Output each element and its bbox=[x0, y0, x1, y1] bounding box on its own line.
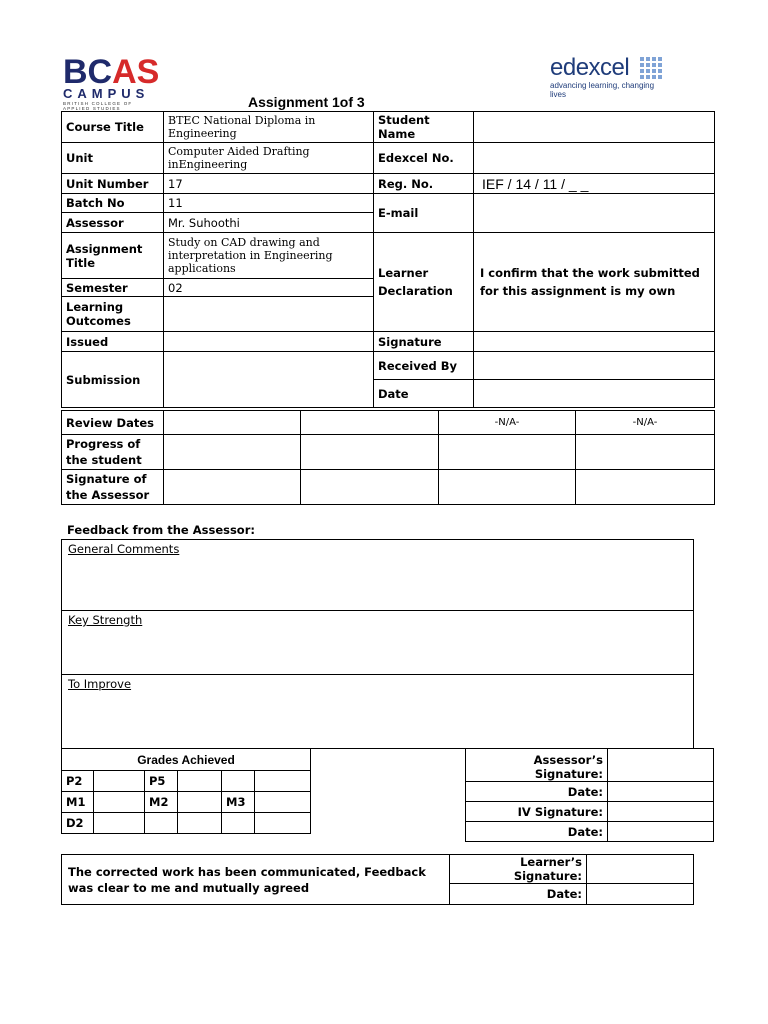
learning-outcomes-field[interactable] bbox=[164, 297, 374, 332]
edexcel-dots-icon bbox=[640, 57, 662, 79]
grade-cell[interactable] bbox=[255, 792, 311, 813]
grade-cell[interactable] bbox=[94, 771, 145, 792]
assignment-title-label: Assignment Title bbox=[62, 233, 164, 279]
edexcel-logo-tagline: advancing learning, changing lives bbox=[550, 81, 655, 99]
semester-label: Semester bbox=[62, 279, 164, 297]
unit-number-value: 17 bbox=[164, 174, 374, 194]
iv-signature-field[interactable] bbox=[608, 802, 714, 822]
date-label: Date bbox=[374, 380, 474, 408]
grade-cell[interactable] bbox=[178, 813, 222, 834]
grade-d2-label: D2 bbox=[62, 813, 94, 834]
confirmation-statement: The corrected work has been communicated, Feedback was clear to me and mutually agreed bbox=[62, 855, 450, 905]
grade-cell[interactable] bbox=[255, 813, 311, 834]
assessor-signatures-table bbox=[465, 748, 714, 842]
bcas-logo-bc: BC bbox=[63, 53, 113, 91]
review-date-na: -N/A- bbox=[576, 411, 715, 435]
reg-no-value[interactable]: IEF / 14 / 11 / _ _ bbox=[474, 174, 715, 194]
progress-cell[interactable] bbox=[301, 435, 439, 470]
learner-signature-label: Learner’s Signature: bbox=[450, 855, 587, 884]
assessor-signature-cell[interactable] bbox=[576, 470, 715, 505]
student-name-label: Student Name bbox=[374, 112, 474, 143]
assessor-signature-cell[interactable] bbox=[164, 470, 301, 505]
assessor-date-label: Date: bbox=[466, 782, 608, 802]
iv-signature-label: IV Signature: bbox=[466, 802, 608, 822]
unit-number-label: Unit Number bbox=[62, 174, 164, 194]
issued-field[interactable] bbox=[164, 332, 374, 352]
edexcel-logo bbox=[550, 55, 670, 99]
edexcel-logo-word: edexcel bbox=[550, 54, 630, 81]
progress-cell[interactable] bbox=[576, 435, 715, 470]
review-date-cell[interactable] bbox=[164, 411, 301, 435]
received-by-field[interactable] bbox=[474, 352, 715, 380]
grade-cell[interactable] bbox=[178, 771, 222, 792]
signature-label: Signature bbox=[374, 332, 474, 352]
assessor-signature-label: Assessor’s Signature: bbox=[466, 749, 608, 782]
general-comments-section[interactable] bbox=[62, 540, 693, 611]
edexcel-no-field[interactable] bbox=[474, 143, 715, 174]
page-title: Assignment 1of 3 bbox=[248, 94, 365, 110]
student-name-field[interactable] bbox=[474, 112, 715, 143]
to-improve-label: To Improve bbox=[68, 677, 132, 691]
learner-date-field[interactable] bbox=[587, 884, 694, 905]
grade-cell[interactable] bbox=[94, 792, 145, 813]
course-title-label: Course Title bbox=[62, 112, 164, 143]
review-date-cell[interactable] bbox=[301, 411, 439, 435]
assignment-info-table bbox=[61, 111, 715, 408]
assessor-label: Assessor bbox=[62, 213, 164, 233]
review-dates-label: Review Dates bbox=[62, 411, 164, 435]
grade-cell[interactable] bbox=[94, 813, 145, 834]
grade-m1-label: M1 bbox=[62, 792, 94, 813]
grade-cell[interactable] bbox=[255, 771, 311, 792]
assessor-signature-cell[interactable] bbox=[439, 470, 576, 505]
learner-declaration-label: Learner Declaration bbox=[374, 233, 474, 332]
progress-label: Progress of the student bbox=[62, 435, 164, 470]
key-strength-section[interactable] bbox=[62, 611, 693, 675]
assignment-title-value: Study on CAD drawing and interpretation in Engineering applications bbox=[164, 233, 374, 279]
bcas-logo-campus: CAMPUS bbox=[63, 86, 150, 101]
issued-label: Issued bbox=[62, 332, 164, 352]
feedback-heading: Feedback from the Assessor: bbox=[67, 523, 255, 537]
key-strength-label: Key Strength bbox=[68, 613, 143, 627]
learner-date-label: Date: bbox=[450, 884, 587, 905]
assessor-signature-row-label: Signature of the Assessor bbox=[62, 470, 164, 505]
signature-field[interactable] bbox=[474, 332, 715, 352]
email-label: E-mail bbox=[374, 194, 474, 233]
semester-value: 02 bbox=[164, 279, 374, 297]
bcas-logo-sub2: APPLIED STUDIES bbox=[63, 106, 121, 111]
learning-outcomes-label: Learning Outcomes bbox=[62, 297, 164, 332]
batch-no-value: 11 bbox=[164, 194, 374, 213]
grade-p2-label: P2 bbox=[62, 771, 94, 792]
grade-p5-label: P5 bbox=[145, 771, 178, 792]
general-comments-label: General Comments bbox=[68, 542, 180, 556]
bcas-logo bbox=[63, 53, 163, 111]
assessor-date-field[interactable] bbox=[608, 782, 714, 802]
learner-signature-field[interactable] bbox=[587, 855, 694, 884]
iv-date-field[interactable] bbox=[608, 822, 714, 842]
assessor-signature-field[interactable] bbox=[608, 749, 714, 782]
grades-table bbox=[61, 748, 311, 834]
email-field[interactable] bbox=[474, 194, 715, 233]
grade-cell[interactable] bbox=[178, 792, 222, 813]
to-improve-section[interactable] bbox=[62, 675, 693, 748]
grade-cell[interactable] bbox=[222, 813, 255, 834]
review-date-na: -N/A- bbox=[439, 411, 576, 435]
assessor-signature-cell[interactable] bbox=[301, 470, 439, 505]
progress-cell[interactable] bbox=[164, 435, 301, 470]
submission-label: Submission bbox=[62, 352, 164, 408]
grades-heading: Grades Achieved bbox=[62, 749, 311, 771]
grade-m2-label: M2 bbox=[145, 792, 178, 813]
bcas-logo-sub1: BRITISH COLLEGE OF bbox=[63, 101, 133, 106]
grade-cell[interactable] bbox=[222, 771, 255, 792]
submission-field[interactable] bbox=[164, 352, 374, 408]
batch-no-label: Batch No bbox=[62, 194, 164, 213]
course-title-value: BTEC National Diploma in Engineering bbox=[164, 112, 374, 143]
assessor-value: Mr. Suhoothi bbox=[164, 213, 374, 233]
review-table bbox=[61, 410, 715, 505]
date-field[interactable] bbox=[474, 380, 715, 408]
learner-confirmation-table bbox=[61, 854, 694, 905]
feedback-box bbox=[61, 539, 694, 749]
unit-label: Unit bbox=[62, 143, 164, 174]
bcas-logo-as: AS bbox=[112, 53, 160, 91]
received-by-label: Received By bbox=[374, 352, 474, 380]
reg-no-label: Reg. No. bbox=[374, 174, 474, 194]
edexcel-no-label: Edexcel No. bbox=[374, 143, 474, 174]
progress-cell[interactable] bbox=[439, 435, 576, 470]
iv-date-label: Date: bbox=[466, 822, 608, 842]
learner-declaration-text: I confirm that the work submitted for this assignment is my own bbox=[474, 233, 715, 332]
grade-cell[interactable] bbox=[145, 813, 178, 834]
unit-value: Computer Aided Drafting inEngineering bbox=[164, 143, 374, 174]
grade-m3-label: M3 bbox=[222, 792, 255, 813]
